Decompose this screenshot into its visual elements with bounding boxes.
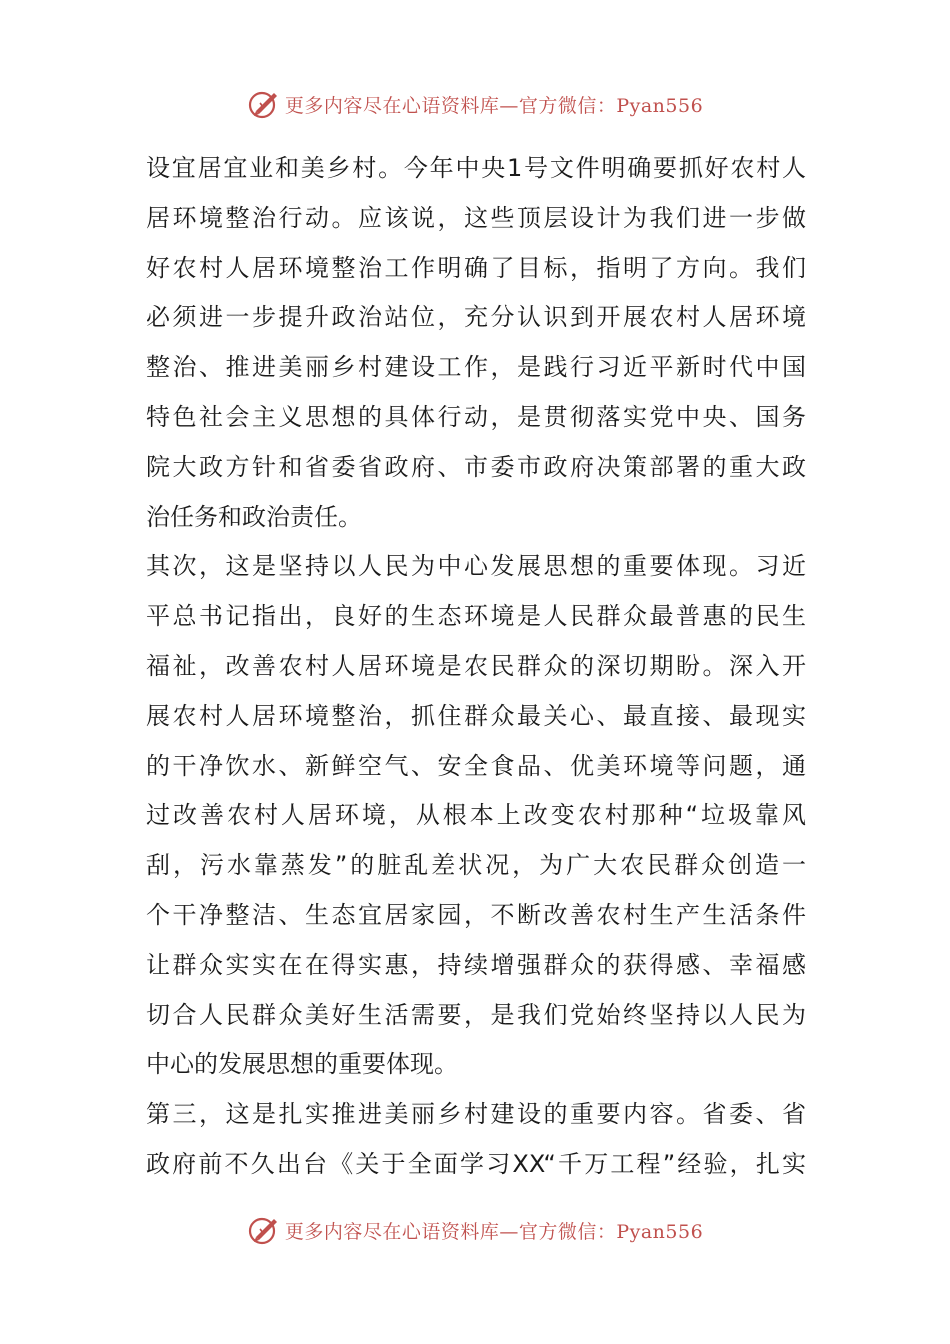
text-line: 中心的发展思想的重要体现。 <box>146 1050 458 1079</box>
text-line: 特色社会主义思想的具体行动，是贯彻落实党中央、国务 <box>146 402 806 431</box>
text-line: 福祉，改善农村人居环境是农民群众的深切期盼。深入开 <box>146 651 806 680</box>
text-line: 展农村人居环境整治，抓住群众最关心、最直接、最现实 <box>146 701 806 730</box>
text-line: 其次，这是坚持以人民为中心发展思想的重要体现。习近 <box>146 552 806 581</box>
text-line: 好农村人居环境整治工作明确了目标，指明了方向。我们 <box>146 253 806 282</box>
text-line: 切合人民群众美好生活需要，是我们党始终坚持以人民为 <box>146 1000 806 1029</box>
text-line: 个干净整洁、生态宜居家园，不断改善农村生产生活条件 <box>146 900 806 929</box>
header-banner-text: 更多内容尽在心语资料库—官方微信：Pyan556 <box>284 94 704 117</box>
footer-banner-text: 更多内容尽在心语资料库—官方微信：Pyan556 <box>284 1220 704 1243</box>
text-line: 院大政方针和省委省政府、市委市政府决策部署的重大政 <box>146 452 806 481</box>
footer-banner <box>0 1210 950 1250</box>
text-line: 让群众实实在在得实惠，持续增强群众的获得感、幸福感 <box>146 950 806 979</box>
text-line: 第三，这是扎实推进美丽乡村建设的重要内容。省委、省 <box>146 1100 806 1129</box>
text-line: 治任务和政治责任。 <box>146 502 362 531</box>
text-line: 过改善农村人居环境，从根本上改变农村那种“垃圾靠风 <box>146 801 806 830</box>
body-text <box>146 144 806 1190</box>
text-line: 必须进一步提升政治站位，充分认识到开展农村人居环境 <box>146 303 806 332</box>
text-line: 平总书记指出，良好的生态环境是人民群众最普惠的民生 <box>146 602 806 631</box>
text-line: 整治、推进美丽乡村建设工作，是践行习近平新时代中国 <box>146 353 806 382</box>
header-banner <box>0 84 950 124</box>
text-line: 居环境整治行动。应该说，这些顶层设计为我们进一步做 <box>146 203 806 232</box>
text-line: 刮，污水靠蒸发”的脏乱差状况，为广大农民群众创造一 <box>146 851 806 880</box>
text-line: 设宜居宜业和美乡村。今年中央1号文件明确要抓好农村人 <box>146 154 806 182</box>
pen-circle-logo-icon <box>247 87 281 121</box>
pen-circle-logo-icon <box>247 1213 281 1247</box>
text-line: 的干净饮水、新鲜空气、安全食品、优美环境等问题，通 <box>146 751 806 780</box>
text-line: 政府前不久出台《关于全面学习XX“千万工程”经验，扎实 <box>146 1149 806 1178</box>
